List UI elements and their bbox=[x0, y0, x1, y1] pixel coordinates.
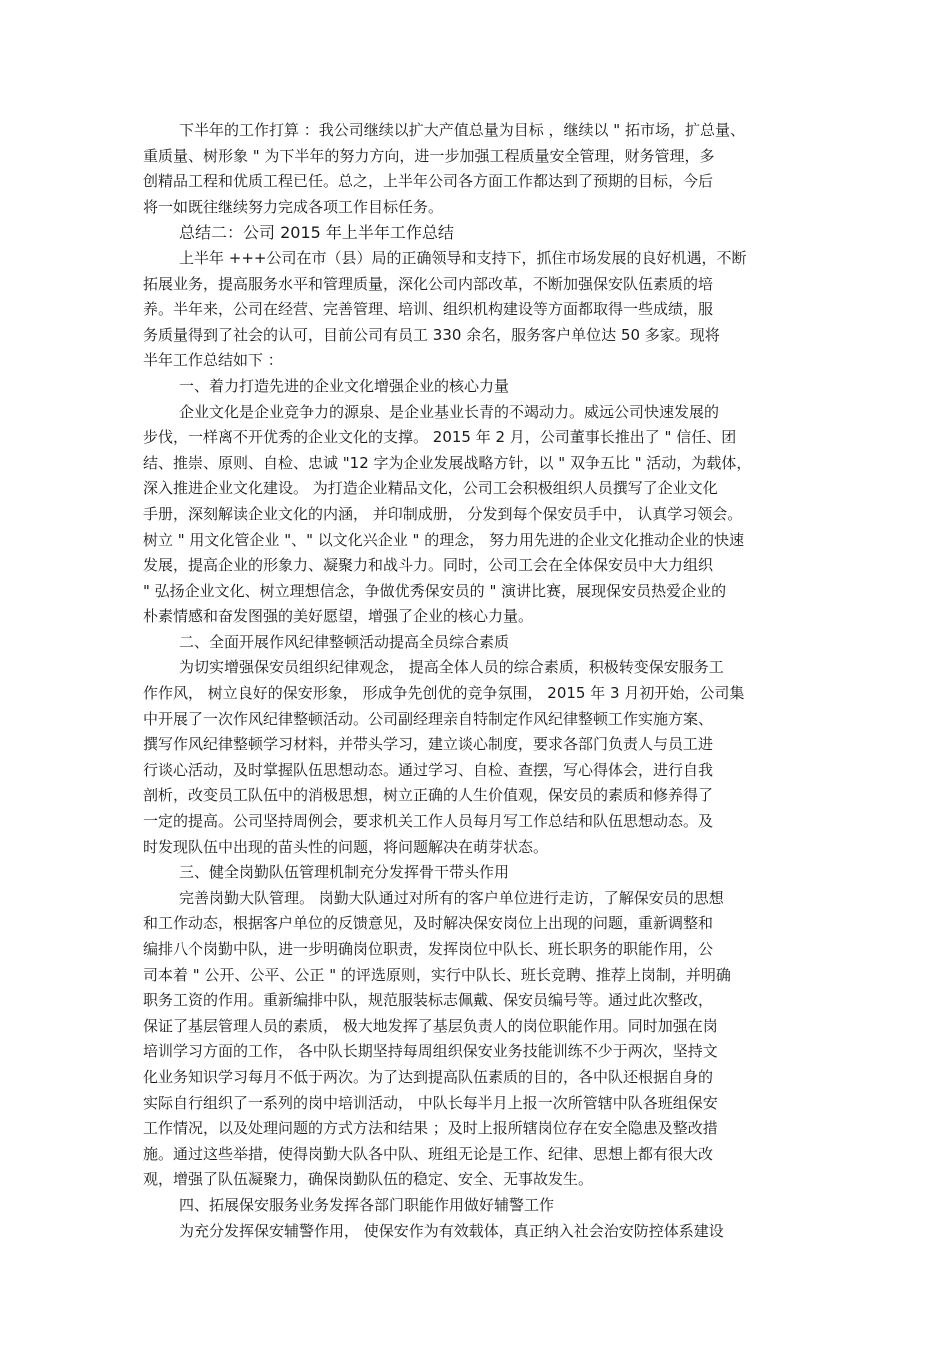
document-body bbox=[143, 118, 808, 1244]
text-line: 编排八个岗勤中队，进一步明确岗位职责，发挥岗位中队长、班长职务的职能作用，公 bbox=[143, 940, 714, 958]
text-line: 施。通过这些举措，使得岗勤大队各中队、班组无论是工作、纪律、思想上都有很大改 bbox=[143, 1144, 714, 1163]
text-line: 养。半年来，公司在经营、完善管理、培训、组织机构建设等方面都取得一些成绩，服 bbox=[143, 300, 714, 319]
text-line: 完善岗勤大队管理。 岗勤大队通过对所有的客户单位进行走访，了解保安员的思想 bbox=[179, 888, 724, 907]
text-line: 时发现队伍中出现的苗头性的问题，将问题解决在萌芽状态。 bbox=[143, 837, 549, 856]
text-line: 创精品工程和优质工程已任。总之，上半年公司各方面工作都达到了预期的目标，今后 bbox=[143, 172, 714, 191]
text-line: 职务工资的作用。重新编排中队，规范服装标志佩戴、保安员编号等。通过此次整改， bbox=[143, 991, 714, 1010]
text-line: 行谈心活动，及时掌握队伍思想动态。通过学习、自检、查摆，写心得体会，进行自我 bbox=[143, 760, 714, 779]
text-line: 撰写作风纪律整顿学习材料，并带头学习，建立谈心制度，要求各部门负责人与员工进 bbox=[143, 735, 714, 754]
text-line: 为切实增强保安员组织纪律观念， 提高全体人员的综合素质，积极转变保安服务工 bbox=[179, 658, 724, 677]
text-line: 化业务知识学习每月不低于两次。为了达到提高队伍素质的目的，各中队还根据自身的 bbox=[143, 1067, 714, 1086]
text-line: 深入推进企业文化建设。 为打造企业精品文化，公司工会积极组织人员撰写了企业文化 bbox=[143, 479, 718, 498]
text-line: 下半年的工作打算 ：我公司继续以扩大产值总量为目标 ，继续以 " 拓市场，扩总量、 bbox=[179, 121, 745, 139]
text-line: 半年工作总结如下 ： bbox=[143, 351, 283, 370]
text-line: 剖析，改变员工队伍中的消极思想，树立正确的人生价值观，保安员的素质和修养得了 bbox=[143, 786, 714, 805]
text-line: 企业文化是企业竞争力的源泉、是企业基业长青的不竭动力。威远公司快速发展的 bbox=[179, 402, 720, 421]
text-line: 实际自行组织了一系列的岗中培训活动， 中队长每半月上报一次所管辖中队各班组保安 bbox=[143, 1093, 718, 1112]
text-line: 为充分发挥保安辅警作用， 使保安作为有效载体，真正纳入社会治安防控体系建设 bbox=[179, 1221, 724, 1240]
text-line: 三、健全岗勤队伍管理机制充分发挥骨干带头作用 bbox=[179, 863, 510, 882]
text-line: 拓展业务，提高服务水平和管理质量，深化公司内部改革，不断加强保安队伍素质的培 bbox=[143, 274, 714, 293]
text-line: 观，增强了队伍凝聚力，确保岗勤队伍的稳定、安全、无事故发生。 bbox=[143, 1170, 594, 1189]
text-line: 和工作动态，根据客户单位的反馈意见，及时解决保安岗位上出现的问题，重新调整和 bbox=[143, 914, 714, 933]
text-line: 手册，深刻解读企业文化的内涵， 并印制成册， 分发到每个保安员手中， 认真学习领会。 bbox=[143, 504, 743, 523]
text-line: 步伐，一样离不开优秀的企业文化的支撑。 2015 年 2 月，公司董事长推出了 " 信任、团 bbox=[143, 428, 737, 447]
text-line: 培训学习方面的工作， 各中队长期坚持每周组织保安业务技能训练不少于两次，坚持文 bbox=[143, 1042, 718, 1061]
text-line: 将一如既往继续努力完成各项工作目标任务。 bbox=[143, 197, 444, 216]
section-heading: 总结二：公司 2015 年上半年工作总结 bbox=[179, 223, 454, 243]
text-line: 一定的提高。公司坚持周例会，要求机关工作人员每月写工作总结和队伍思想动态。及 bbox=[143, 812, 714, 831]
text-line: 发展，提高企业的形象力、凝聚力和战斗力。同时，公司工会在全体保安员中大力组织 bbox=[143, 556, 714, 575]
text-line: 结、推崇、原则、自检、忠诚 "12 字为企业发展战略方针，以 " 双争五比 " 活动，为载体， bbox=[143, 453, 752, 472]
text-line: 重质量、树形象 " 为下半年的努力方向，进一步加强工程质量安全管理，财务管理，多 bbox=[143, 146, 715, 165]
text-line: 树立 " 用文化管企业 "、" 以文化兴企业 " 的理念， 努力用先进的企业文化推动企业的快速 bbox=[143, 530, 744, 549]
text-line: 司本着 " 公开、公平、公正 " 的评选原则，实行中队长、班长竞聘、推荐上岗制，并明确 bbox=[143, 965, 731, 984]
text-line: 朴素情感和奋发图强的美好愿望，增强了企业的核心力量。 bbox=[143, 607, 534, 626]
text-line: 中开展了一次作风纪律整顿活动。公司副经理亲自特制定作风纪律整顿工作实施方案、 bbox=[143, 709, 714, 728]
text-line: 四、拓展保安服务业务发挥各部门职能作用做好辅警工作 bbox=[179, 1195, 555, 1214]
text-line: 工作情况，以及处理问题的方式方法和结果 ；及时上报所辖岗位存在安全隐患及整改措 bbox=[143, 1119, 718, 1138]
text-line: 二、全面开展作风纪律整顿活动提高全员综合素质 bbox=[179, 632, 510, 651]
text-line: 保证了基层管理人员的素质， 极大地发挥了基层负责人的岗位职能作用。同时加强在岗 bbox=[143, 1016, 718, 1035]
text-line: " 弘扬企业文化、树立理想信念，争做优秀保安员的 " 演讲比赛，展现保安员热爱企业的 bbox=[143, 581, 727, 600]
text-line: 一、着力打造先进的企业文化增强企业的核心力量 bbox=[179, 376, 510, 395]
text-line: 上半年 +++公司在市（县）局的正确领导和支持下，抓住市场发展的良好机遇，不断 bbox=[179, 248, 747, 267]
text-line: 作作风， 树立良好的保安形象， 形成争先创优的竞争氛围， 2015 年 3 月初开始，公司集 bbox=[143, 684, 745, 703]
text-line: 务质量得到了社会的认可，目前公司有员工 330 余名，服务客户单位达 50 多家。现将 bbox=[143, 325, 720, 344]
